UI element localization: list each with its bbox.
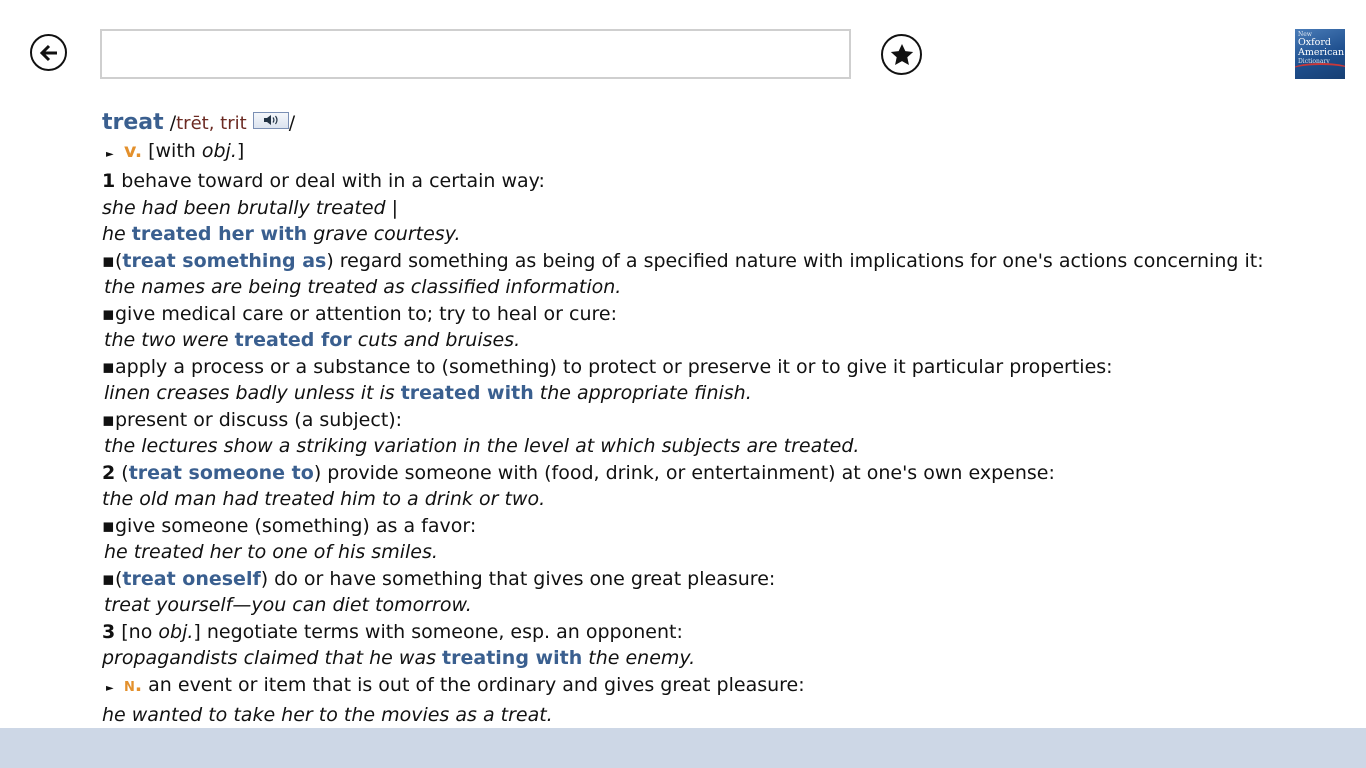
example-text: the enemy. (582, 647, 696, 669)
example: the lectures show a striking variation in the level at which subjects are treated. (104, 435, 860, 457)
pron-slash-close: / (288, 112, 296, 134)
definition-text: ) do or have something that gives one great pleasure: (260, 567, 776, 590)
sense-number: 3 (102, 620, 116, 643)
definition-text: apply a process or a substance to (something) to protect or preserve it or to give it particular properties: (115, 355, 1113, 378)
definition-text: give medical care or attention to; try to heal or cure: (115, 302, 617, 325)
dictionary-entry (102, 110, 1302, 755)
pronunciation: trēt, trit (176, 113, 247, 134)
example-text: grave courtesy. (307, 223, 461, 245)
speaker-icon (262, 114, 280, 126)
expand-triangle-icon[interactable]: ► (106, 148, 114, 160)
audio-button[interactable] (253, 112, 289, 129)
back-button[interactable] (30, 34, 67, 71)
definition-text: an event or item that is out of the ordinary and gives great pleasure: (142, 673, 805, 696)
paren: ( (115, 461, 129, 484)
example-text: propagandists claimed that he was (102, 647, 443, 669)
grammar-note: [with (142, 139, 202, 162)
grammar-note-close: ] (236, 139, 245, 162)
subsense-definition (102, 566, 1302, 593)
example: treat yourself—you can diet tomorrow. (104, 594, 472, 616)
phrase-highlight: treat something as (122, 249, 327, 272)
grammar-note-italic: obj. (201, 139, 237, 162)
pron-slash-open: / (163, 112, 177, 134)
subsense-definition (102, 513, 1302, 540)
search-input[interactable] (100, 29, 851, 79)
example: the names are being treated as classified information. (104, 276, 622, 298)
example-text: he (102, 223, 132, 245)
logo-text-american: American (1298, 47, 1345, 58)
star-icon (889, 42, 915, 68)
phrase-highlight: treated for (234, 329, 352, 351)
arrow-left-icon (37, 41, 61, 65)
example (102, 327, 1302, 354)
example: the old man had treated him to a drink or two. (102, 488, 546, 510)
logo-text-oxford: Oxford (1298, 37, 1332, 48)
subsense-definition (102, 354, 1302, 381)
definition-text: behave toward or deal with in a certain way: (115, 170, 545, 192)
logo-text-new: New (1298, 31, 1312, 38)
example-text: cuts and bruises. (351, 329, 521, 351)
app-bar[interactable] (0, 728, 1366, 768)
noun-line (102, 672, 1302, 703)
example-text: linen creases badly unless it is (104, 382, 401, 404)
subsense-definition (102, 407, 1302, 434)
definition-text: ) regard something as being of a specified nature with implications for one's actions concerning it: (326, 249, 1264, 272)
bullet: ▪ (102, 302, 115, 325)
sense-3-definition (102, 619, 1302, 646)
part-of-speech-noun: n. (124, 673, 143, 696)
phrase-highlight: treated with (400, 382, 534, 404)
logo-text-dictionary: Dictionary (1298, 58, 1330, 65)
definition-text: ) provide someone with (food, drink, or entertainment) at one's own expense: (313, 461, 1055, 484)
headword-line (102, 110, 1302, 138)
paren: ( (115, 567, 123, 590)
example: he treated her to one of his smiles. (104, 541, 438, 563)
sense-2-definition (102, 460, 1302, 487)
phrase-highlight: treating with (442, 647, 583, 669)
headword: treat (102, 110, 164, 135)
phrase-highlight: treat someone to (128, 461, 314, 484)
definition-text: present or discuss (a subject): (115, 408, 403, 431)
grammar-note-italic: obj. (158, 620, 194, 643)
bullet: ▪ (102, 567, 115, 590)
bullet: ▪ (102, 408, 115, 431)
sense-1-definition (102, 168, 1302, 195)
example (102, 221, 1302, 248)
example: he wanted to take her to the movies as a treat. (102, 704, 553, 726)
example (102, 645, 1302, 672)
subsense-definition (102, 301, 1302, 328)
subsense-definition (102, 248, 1302, 275)
example-text: the two were (104, 329, 235, 351)
app-logo[interactable] (1295, 29, 1345, 79)
sense-number: 1 (102, 170, 116, 192)
example-text: the appropriate finish. (533, 382, 752, 404)
grammar-note: [no (115, 620, 159, 643)
paren: ( (115, 249, 123, 272)
bullet: ▪ (102, 514, 115, 537)
bullet: ▪ (102, 249, 115, 272)
sense-number: 2 (102, 461, 116, 484)
example: she had been brutally treated | (102, 196, 399, 219)
phrase-highlight: treat oneself (122, 567, 261, 590)
expand-triangle-icon[interactable]: ► (106, 682, 114, 694)
bullet: ▪ (102, 355, 115, 378)
part-of-speech-verb: v. (124, 139, 143, 162)
favorite-button[interactable] (881, 34, 922, 75)
definition-text: give someone (something) as a favor: (115, 514, 477, 537)
definition-text: ] negotiate terms with someone, esp. an opponent: (193, 620, 683, 643)
verb-line (102, 138, 1302, 169)
logo-swoosh (1295, 63, 1345, 77)
phrase-highlight: treated her with (131, 223, 308, 245)
example (102, 380, 1302, 407)
